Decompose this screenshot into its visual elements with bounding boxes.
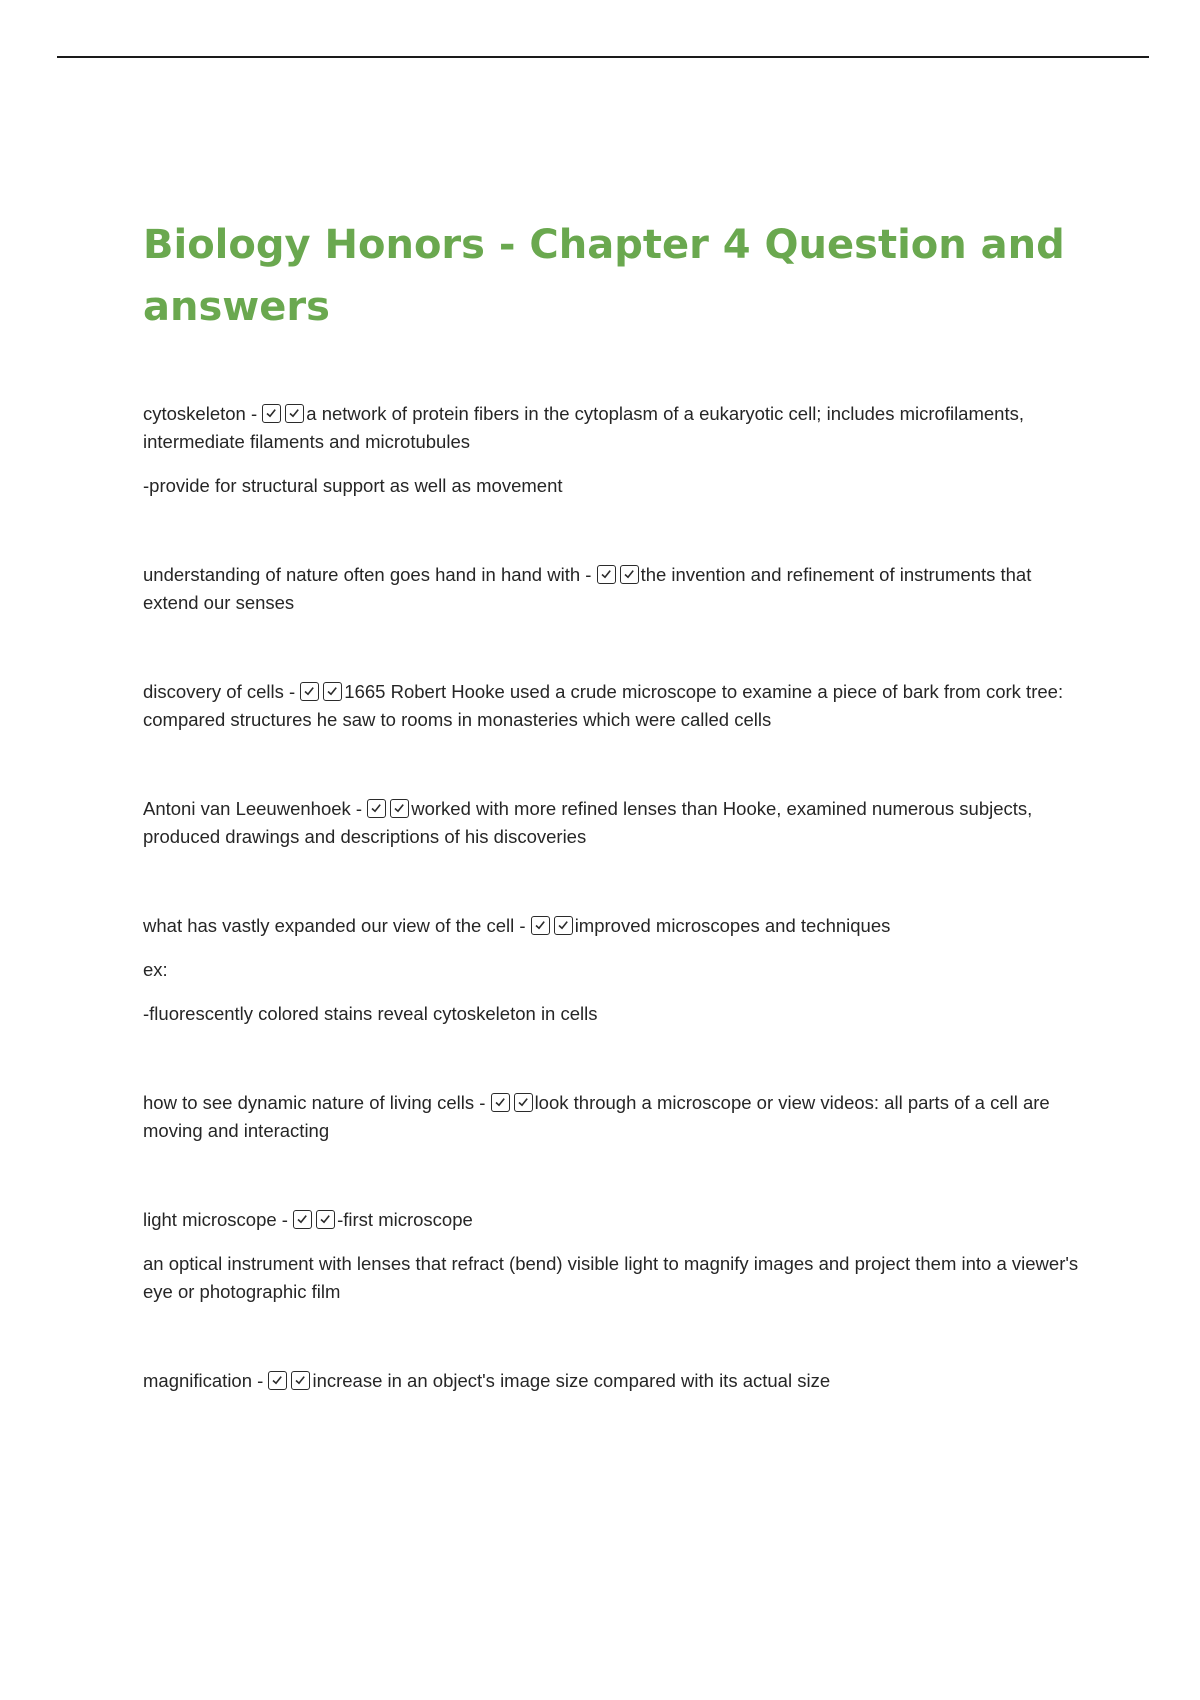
entry-extra: an optical instrument with lenses that refract (bend) visible light to magnify images and project them into a viewer's eye or photographic film [143, 1253, 1079, 1302]
checkbox-checked-icon [620, 565, 639, 584]
entry-extra: -fluorescently colored stains reveal cytoskeleton in cells [143, 1003, 598, 1024]
entry-magnification [143, 1367, 1083, 1395]
entry-line [143, 912, 1083, 940]
entry-light-microscope [143, 1206, 1083, 1306]
entry-definition: a network of protein fibers in the cytoplasm of a eukaryotic cell; includes microfilaments, intermediate filaments and microtubules [143, 403, 1024, 452]
entry-term: understanding of nature often goes hand in hand with - [143, 564, 597, 585]
checkbox-checked-icon [597, 565, 616, 584]
entries-list [143, 400, 1083, 1395]
checkbox-checked-icon [262, 404, 281, 423]
checkbox-checked-icon [491, 1093, 510, 1112]
entry-understanding-of-nature [143, 561, 1083, 617]
entry-discovery-of-cells [143, 678, 1083, 734]
entry-term: cytoskeleton - [143, 403, 263, 424]
checkbox-checked-icon [367, 799, 386, 818]
checkbox-checked-icon [554, 916, 573, 935]
entry-term: magnification - [143, 1370, 269, 1391]
entry-definition: -first microscope [337, 1209, 473, 1230]
entry-expanded-view [143, 912, 1083, 1028]
checkbox-checked-icon [293, 1210, 312, 1229]
checkbox-checked-icon [323, 682, 342, 701]
page-title: Biology Honors - Chapter 4 Question and answers [143, 222, 1065, 330]
checkbox-checked-icon [390, 799, 409, 818]
checkbox-checked-icon [268, 1371, 287, 1390]
entry-definition: look through a microscope or view videos: all parts of a cell are moving and interacting [143, 1092, 1050, 1141]
entry-line [143, 795, 1083, 851]
header-rule [57, 56, 1149, 58]
checkbox-checked-icon [531, 916, 550, 935]
entry-definition: 1665 Robert Hooke used a crude microscope to examine a piece of bark from cork tree: compared structures he saw to rooms in monasteries which were called cells [143, 681, 1064, 730]
entry-line [143, 678, 1083, 734]
entry-definition: increase in an object's image size compared with its actual size [312, 1370, 831, 1391]
entry-cytoskeleton [143, 400, 1083, 500]
entry-term: discovery of cells - [143, 681, 301, 702]
entry-line [143, 400, 1083, 456]
entry-line [143, 1367, 1083, 1395]
entry-extra: ex: [143, 959, 168, 980]
entry-leeuwenhoek [143, 795, 1083, 851]
entry-line [143, 1089, 1083, 1145]
checkbox-checked-icon [291, 1371, 310, 1390]
entry-term: what has vastly expanded our view of the cell - [143, 915, 531, 936]
entry-dynamic-nature [143, 1089, 1083, 1145]
entry-definition: the invention and refinement of instruments that extend our senses [143, 564, 1032, 613]
entry-definition: improved microscopes and techniques [574, 915, 891, 936]
entry-definition: worked with more refined lenses than Hooke, examined numerous subjects, produced drawings and descriptions of his discoveries [143, 798, 1033, 847]
entry-term: light microscope - [143, 1209, 294, 1230]
entry-term: Antoni van Leeuwenhoek - [143, 798, 368, 819]
entry-extra: -provide for structural support as well as movement [143, 475, 563, 496]
checkbox-checked-icon [316, 1210, 335, 1229]
entry-term: how to see dynamic nature of living cells - [143, 1092, 491, 1113]
checkbox-checked-icon [300, 682, 319, 701]
checkbox-checked-icon [514, 1093, 533, 1112]
entry-line [143, 1206, 1083, 1234]
checkbox-checked-icon [285, 404, 304, 423]
entry-line [143, 561, 1083, 617]
